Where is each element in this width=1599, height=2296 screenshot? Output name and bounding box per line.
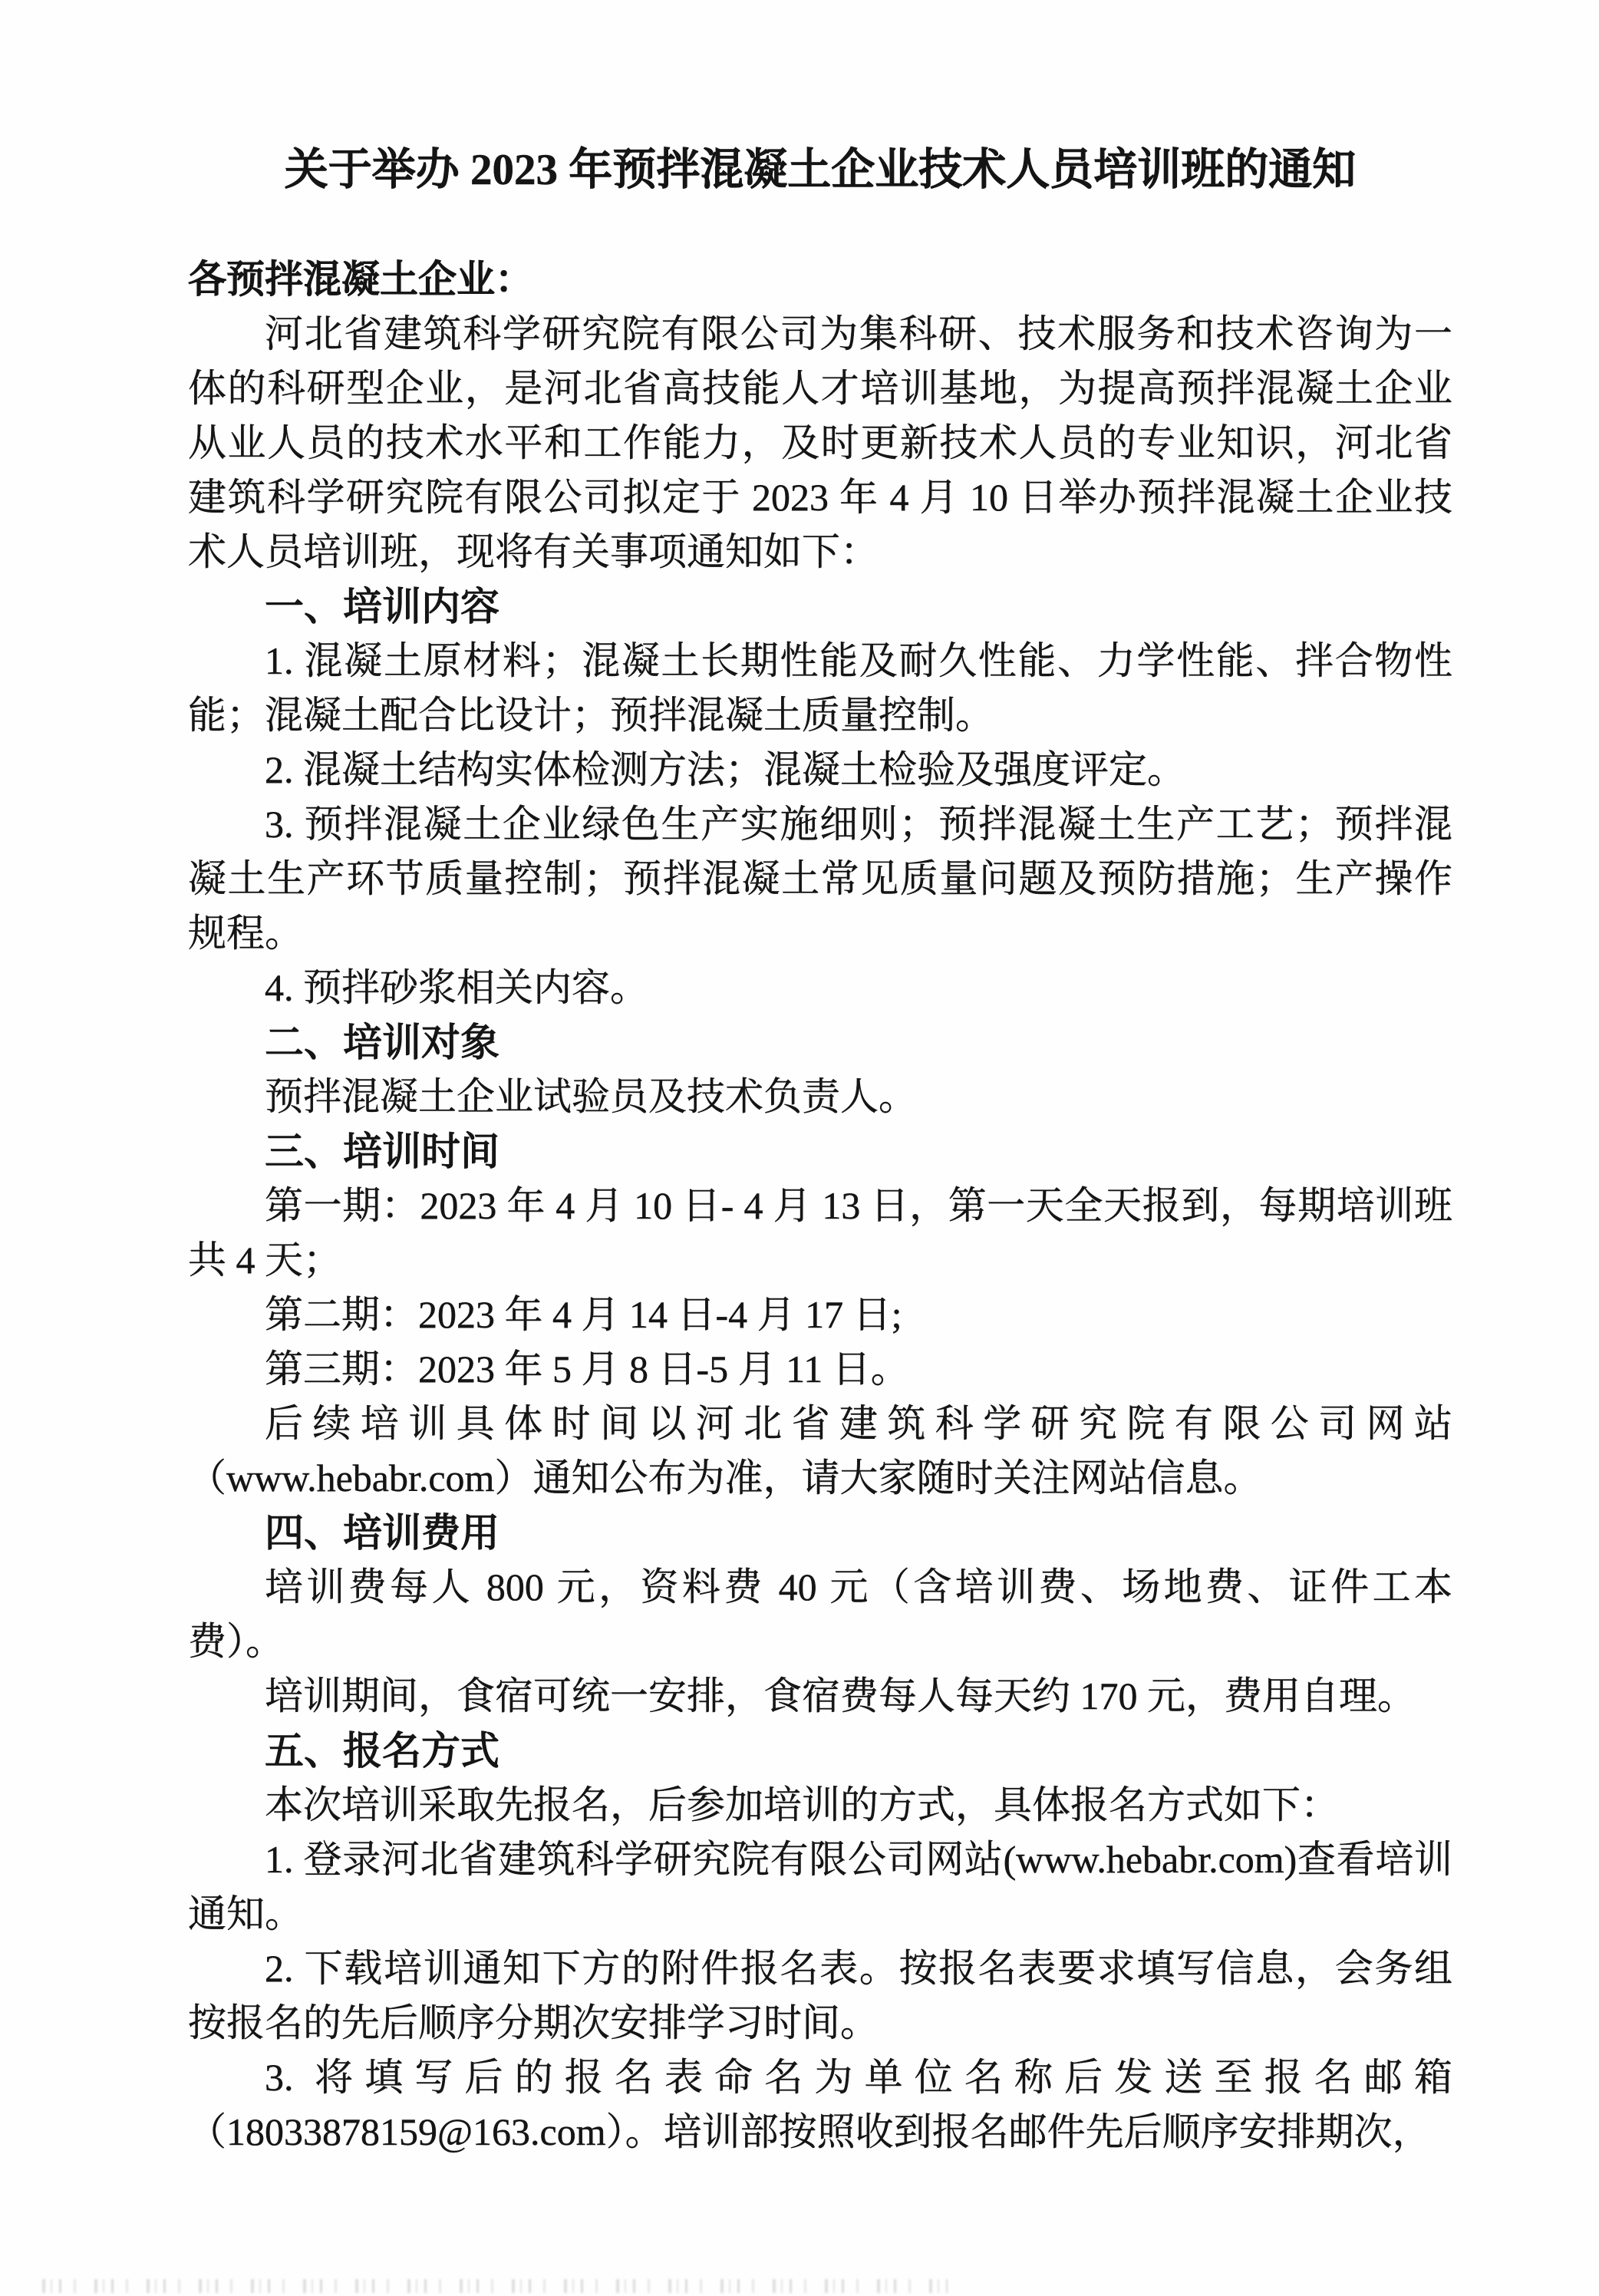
section-heading-schedule: 三、培训时间: [265, 1130, 500, 1173]
fees-paragraph-2: 培训期间，食宿可统一安排，食宿费每人每天约 170 元，费用自理。: [265, 1674, 1416, 1717]
schedule-session-2: 第二期：2023 年 4 月 14 日-4 月 17 日;: [265, 1293, 902, 1336]
section-heading-trainees: 二、培训对象: [265, 1021, 500, 1064]
registration-intro: 本次培训采取先报名，后参加培训的方式，具体报名方式如下：: [265, 1783, 1339, 1826]
section-heading-registration: 五、报名方式: [265, 1729, 500, 1773]
training-content-item-2: 2. 混凝土结构实体检测方法；混凝土检验及强度评定。: [265, 748, 1185, 791]
notice-body: [188, 143, 1452, 2159]
training-content-item-3: 3. 预拌混凝土企业绿色生产实施细则；预拌混凝土生产工艺；预拌混凝土生产环节质量控制；预拌混凝土常见质量问题及预防措施；生产操作规程。: [188, 803, 1452, 955]
registration-step-3: 3. 将填写后的报名表命名为单位名称后发送至报名邮箱（18033878159@163.com）。培训部按照收到报名邮件先后顺序安排期次，: [188, 2056, 1452, 2153]
section-heading-training-content: 一、培训内容: [265, 585, 500, 628]
trainees-paragraph: 预拌混凝土企业试验员及技术负责人。: [265, 1075, 917, 1118]
training-content-item-4: 4. 预拌砂浆相关内容。: [265, 966, 648, 1009]
notice-title: 关于举办 2023 年预拌混凝土企业技术人员培训班的通知: [284, 146, 1357, 194]
bottom-cutoff-artifact: [42, 2279, 948, 2293]
section-heading-fees: 四、培训费用: [265, 1511, 500, 1555]
salutation-line: 各预拌混凝土企业：: [188, 258, 533, 301]
registration-step-2: 2. 下载培训通知下方的附件报名表。按报名表要求填写信息，会务组按报名的先后顺序分期次安排学习时间。: [188, 1947, 1452, 2044]
schedule-session-3: 第三期：2023 年 5 月 8 日-5 月 11 日。: [265, 1348, 909, 1390]
schedule-followup-note: 后续培训具体时间以河北省建筑科学研究院有限公司网站（www.hebabr.com）通知公布为准，请大家随时关注网站信息。: [188, 1402, 1452, 1499]
fees-paragraph-1: 培训费每人 800 元，资料费 40 元（含培训费、场地费、证件工本费）。: [188, 1565, 1452, 1663]
training-content-item-1: 1. 混凝土原材料；混凝土长期性能及耐久性能、力学性能、拌合物性能；混凝土配合比设计；预拌混凝土质量控制。: [188, 639, 1452, 737]
registration-step-1: 1. 登录河北省建筑科学研究院有限公司网站(www.hebabr.com)查看培训通知。: [188, 1838, 1452, 1935]
schedule-session-1: 第一期：2023 年 4 月 10 日- 4 月 13 日，第一天全天报到，每期培训班共 4 天；: [188, 1184, 1452, 1282]
intro-paragraph: 河北省建筑科学研究院有限公司为集科研、技术服务和技术咨询为一体的科研型企业，是河北省高技能人才培训基地，为提高预拌混凝土企业从业人员的技术水平和工作能力，及时更新技术人员的专业知识，河北省建筑科学研究院有限公司拟定于 2023 年 4 月 10 日举办预拌混凝土企业技术人员培训班，现将有关事项通知如下：: [188, 312, 1452, 573]
